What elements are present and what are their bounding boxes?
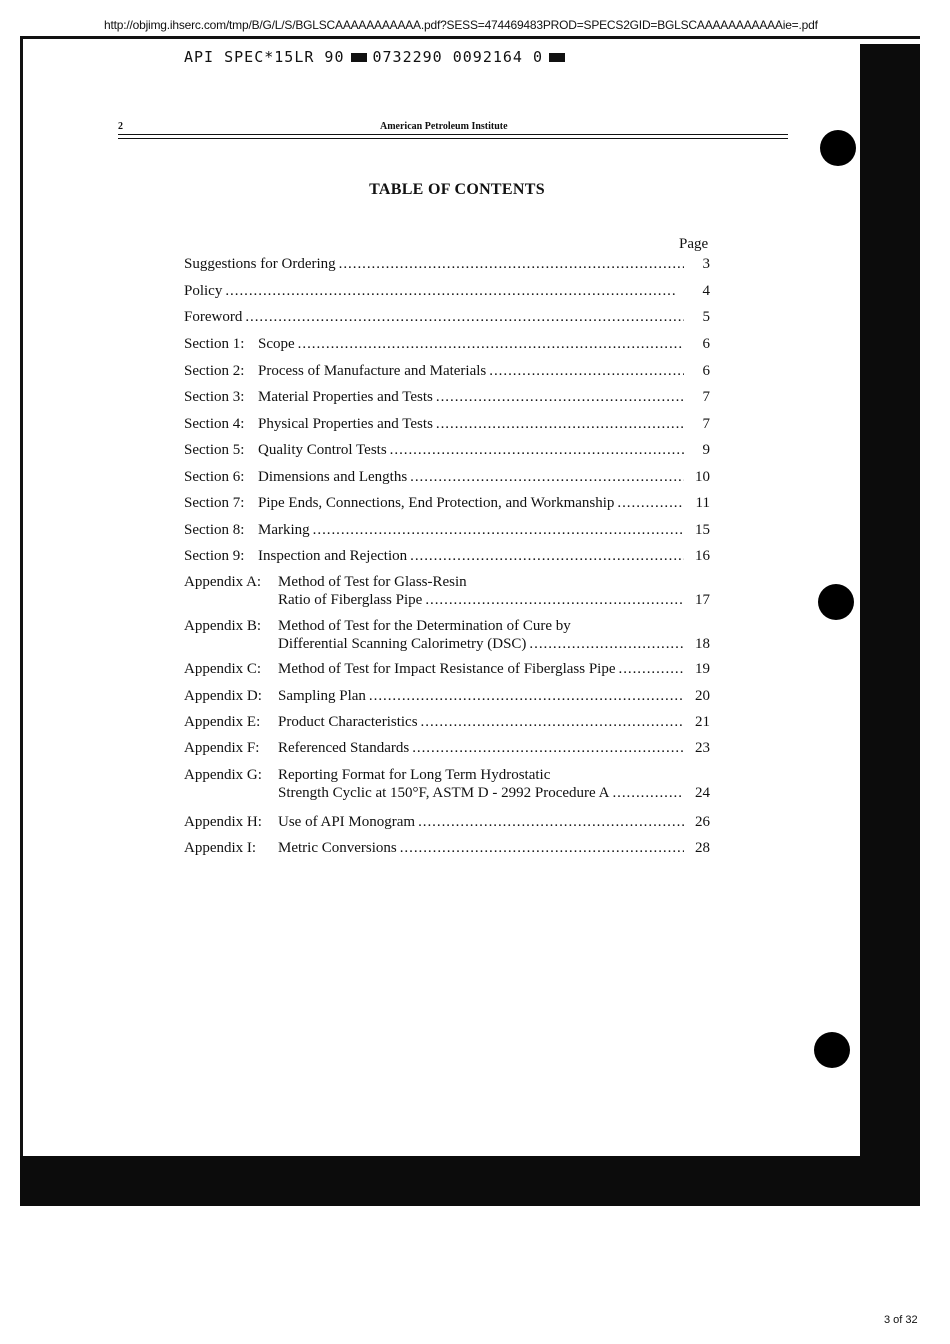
toc-entry-title: Policy bbox=[184, 283, 223, 299]
toc-entry-title: Suggestions for Ordering bbox=[184, 256, 336, 272]
scan-frame-left bbox=[20, 36, 23, 1206]
dot-leader bbox=[612, 784, 684, 802]
dot-leader bbox=[529, 635, 684, 653]
dot-leader bbox=[436, 388, 684, 406]
toc-entry bbox=[184, 308, 716, 326]
toc-entry-label: Section 9: bbox=[184, 548, 245, 564]
dot-leader bbox=[400, 839, 684, 857]
header-rule bbox=[118, 134, 788, 135]
toc-entry bbox=[184, 521, 716, 539]
toc-entry-label: Appendix D: bbox=[184, 688, 262, 704]
toc-entry-title: Quality Control Tests bbox=[258, 442, 387, 458]
dot-leader bbox=[421, 713, 684, 731]
toc-entry bbox=[184, 617, 716, 653]
document-code-left: API SPEC*15LR 90 bbox=[184, 48, 345, 66]
toc-entry bbox=[184, 255, 716, 273]
toc-entry-page: 6 bbox=[702, 336, 710, 352]
dot-leader bbox=[619, 660, 685, 678]
toc-entry-label: Appendix E: bbox=[184, 714, 261, 730]
toc-entry bbox=[184, 362, 716, 380]
toc-entry bbox=[184, 573, 716, 609]
page-column-label: Page bbox=[679, 236, 709, 252]
toc-entry-label: Section 5: bbox=[184, 442, 245, 458]
dot-leader bbox=[410, 468, 684, 486]
toc-entry-page: 21 bbox=[695, 714, 710, 730]
page-counter: 3 of 32 bbox=[884, 1314, 918, 1326]
toc-entry-label: Section 7: bbox=[184, 495, 245, 511]
scan-frame-top bbox=[20, 36, 920, 39]
dot-leader bbox=[425, 591, 684, 609]
toc-entry bbox=[184, 335, 716, 353]
dot-leader bbox=[410, 547, 684, 565]
toc-entry-label: Appendix A: bbox=[184, 574, 262, 590]
dot-leader bbox=[339, 255, 684, 273]
toc-entry bbox=[184, 441, 716, 459]
toc-entry bbox=[184, 468, 716, 486]
toc-entry-page: 10 bbox=[695, 469, 710, 485]
toc-entry-page: 19 bbox=[695, 661, 710, 677]
toc-entry-label: Section 4: bbox=[184, 416, 245, 432]
toc-entry-title: Referenced Standards bbox=[278, 740, 410, 756]
toc-entry-title: Metric Conversions bbox=[278, 840, 397, 856]
toc-entry-page: 9 bbox=[702, 442, 710, 458]
toc-entry-label: Appendix B: bbox=[184, 618, 262, 634]
toc-entry-title: Marking bbox=[258, 522, 310, 538]
toc-entry bbox=[184, 813, 716, 831]
dot-leader bbox=[617, 494, 684, 512]
toc-entry-page: 28 bbox=[695, 840, 710, 856]
toc-entry-title: Method of Test for Impact Resistance of Fiberglass Pipe bbox=[278, 661, 616, 677]
toc-entry-label: Appendix G: bbox=[184, 767, 262, 783]
toc-entry bbox=[184, 388, 716, 406]
toc-entry-title: Inspection and Rejection bbox=[258, 548, 408, 564]
toc-entry-page: 16 bbox=[695, 548, 710, 564]
punch-hole bbox=[814, 1032, 850, 1068]
toc-entry-title: Material Properties and Tests bbox=[258, 389, 433, 405]
document-code-right: 0732290 0092164 0 bbox=[372, 48, 544, 66]
toc-entry-title-continued: Differential Scanning Calorimetry (DSC) bbox=[278, 636, 527, 652]
toc-entry-title: Foreword bbox=[184, 309, 243, 325]
toc-entry-title: Dimensions and Lengths bbox=[258, 469, 408, 485]
toc-entry-label: Section 3: bbox=[184, 389, 245, 405]
toc-entry bbox=[184, 494, 716, 512]
toc-entry-page: 6 bbox=[702, 363, 710, 379]
toc-entry bbox=[184, 739, 716, 757]
document-code bbox=[184, 48, 571, 66]
toc-entry bbox=[184, 415, 716, 433]
toc-entry-title: Use of API Monogram bbox=[278, 814, 416, 830]
toc-entry bbox=[184, 713, 716, 731]
toc-entry-label: Section 1: bbox=[184, 336, 245, 352]
code-block-mark bbox=[351, 53, 367, 62]
toc-entry-title: Method of Test for Glass-Resin bbox=[278, 574, 467, 590]
dot-leader bbox=[225, 282, 684, 300]
toc-entry-label: Appendix C: bbox=[184, 661, 262, 677]
code-block-mark bbox=[549, 53, 565, 62]
dot-leader bbox=[412, 739, 684, 757]
toc-entry-label: Section 8: bbox=[184, 522, 245, 538]
page-number: 2 bbox=[118, 121, 123, 132]
dot-leader bbox=[369, 687, 684, 705]
toc-entry-title: Process of Manufacture and Materials bbox=[258, 363, 487, 379]
punch-hole bbox=[820, 130, 856, 166]
dot-leader bbox=[489, 362, 684, 380]
running-header-title: American Petroleum Institute bbox=[380, 121, 508, 132]
header-rule bbox=[118, 138, 788, 139]
toc-entry-page: 26 bbox=[695, 814, 710, 830]
scan-bottom-band bbox=[20, 1156, 920, 1206]
scan-right-band bbox=[860, 44, 920, 1206]
toc-entry-label: Section 2: bbox=[184, 363, 245, 379]
toc-entry-page: 11 bbox=[695, 495, 710, 511]
toc-entry-page: 24 bbox=[695, 785, 710, 801]
toc-entry bbox=[184, 282, 716, 300]
punch-hole bbox=[818, 584, 854, 620]
toc-entry-title: Pipe Ends, Connections, End Protection, and Workmanship bbox=[258, 495, 615, 511]
toc-entry bbox=[184, 766, 716, 802]
dot-leader bbox=[390, 441, 684, 459]
toc-entry-title-continued: Strength Cyclic at 150°F, ASTM D - 2992 Procedure A bbox=[278, 785, 610, 801]
toc-entry bbox=[184, 839, 716, 857]
toc-entry-title: Scope bbox=[258, 336, 295, 352]
dot-leader bbox=[298, 335, 684, 353]
toc-entry-title: Reporting Format for Long Term Hydrostatic bbox=[278, 767, 551, 783]
toc-entry-page: 3 bbox=[702, 256, 710, 272]
dot-leader bbox=[313, 521, 684, 539]
toc-entry-title: Product Characteristics bbox=[278, 714, 418, 730]
toc-entry bbox=[184, 660, 716, 678]
dot-leader bbox=[436, 415, 684, 433]
toc-title: TABLE OF CONTENTS bbox=[369, 181, 545, 198]
toc-entry-label: Appendix F: bbox=[184, 740, 260, 756]
toc-entry-page: 23 bbox=[695, 740, 710, 756]
dot-leader bbox=[418, 813, 684, 831]
dot-leader bbox=[245, 308, 684, 326]
toc-entry-page: 17 bbox=[695, 592, 710, 608]
url-bar-text: http://objimg.ihserc.com/tmp/B/G/L/S/BGLSCAAAAAAAAAAA.pdf?SESS=474469483PROD=SPECS2GID=BGLSCAAAAAAAAAAAie=.pdf bbox=[104, 18, 818, 32]
toc-entry-title: Sampling Plan bbox=[278, 688, 366, 704]
toc-entry bbox=[184, 547, 716, 565]
toc-entry-page: 4 bbox=[702, 283, 710, 299]
toc-entry-title: Method of Test for the Determination of Cure by bbox=[278, 618, 571, 634]
toc-entry bbox=[184, 687, 716, 705]
toc-entry-page: 20 bbox=[695, 688, 710, 704]
toc-entry-page: 15 bbox=[695, 522, 710, 538]
toc-entry-title: Physical Properties and Tests bbox=[258, 416, 433, 432]
toc-entry-page: 7 bbox=[702, 416, 710, 432]
toc-entry-label: Appendix H: bbox=[184, 814, 262, 830]
toc-entry-label: Appendix I: bbox=[184, 840, 257, 856]
toc-entry-page: 18 bbox=[695, 636, 710, 652]
toc-entry-page: 5 bbox=[702, 309, 710, 325]
toc-entry-page: 7 bbox=[702, 389, 710, 405]
toc-entry-title-continued: Ratio of Fiberglass Pipe bbox=[278, 592, 423, 608]
toc-entry-label: Section 6: bbox=[184, 469, 245, 485]
